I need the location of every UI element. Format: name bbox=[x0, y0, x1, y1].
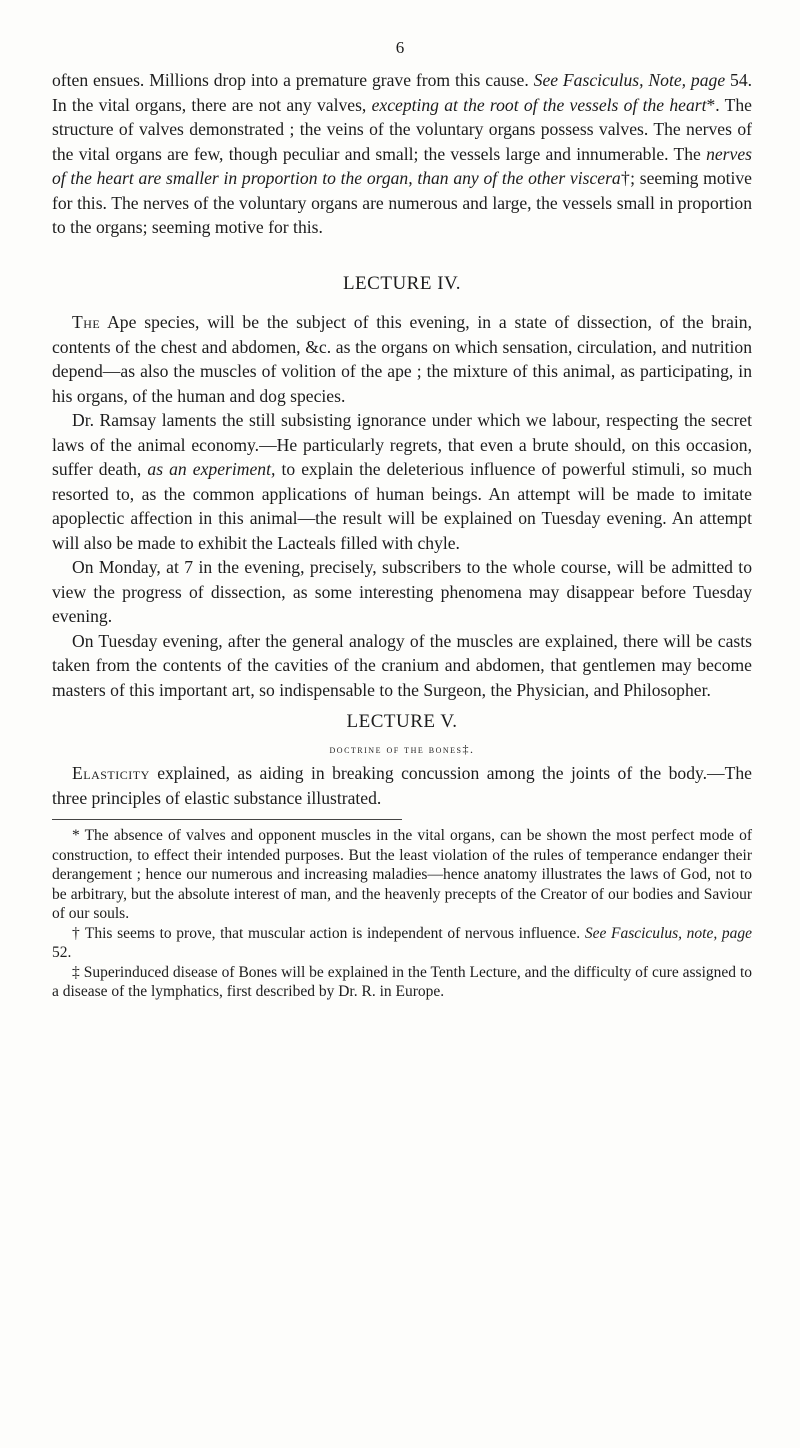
footnote-rule bbox=[52, 819, 402, 820]
text-run: †; seeming motive for this. The nerves of the voluntary organs are numerous and large, the vessels small in proportion to the organs; seeming motive for this. bbox=[52, 168, 752, 237]
text-run: 54. In the vital organs, there are not any valves, bbox=[52, 70, 753, 115]
italic-run: See Fasciculus, Note, page bbox=[533, 70, 726, 90]
text-run: to explain the deleterious influence of powerful stimuli, so much resorted to, as the common applications of human beings. An attempt will be made to imitate apoplectic affection in this animal—the result will be explained on Tuesday evening. An attempt will also be made to exhibit the Lacteals filled with chyle. bbox=[52, 459, 752, 553]
italic-run: excepting at the root of the vessels of the heart bbox=[371, 94, 707, 115]
footnote-dagger bbox=[52, 924, 752, 963]
page-number: 6 bbox=[395, 38, 405, 57]
italic-run: as an experiment, bbox=[147, 459, 276, 479]
footnote-star: * The absence of valves and opponent muscles in the vital organs, can be shown the most perfect mode of construction, to effect their intended purposes. But the least violation of the rules of temperance endanger their derangement ; hence our numerous and increasing maladies—hence anatomy illustrates the laws of God, not to be arbitrary, but the absolute interest of man, and the heavenly precepts of the Creator of our bodies and Saviour of our souls. bbox=[52, 827, 752, 922]
lecture-4-paragraph-3: On Monday, at 7 in the evening, precisely, subscribers to the whole course, will be admitted to view the progress of dissection, as some interesting phenomena may disappear before Tuesday evening. bbox=[52, 557, 752, 626]
lecture-4-paragraph-2 bbox=[52, 408, 752, 555]
italic-run: nerves of the heart are smaller in proportion to the organ, than any of the other viscera bbox=[52, 143, 752, 188]
lecture-4-heading: LECTURE IV. bbox=[342, 272, 462, 294]
lead-word: The bbox=[72, 312, 101, 332]
footnotes bbox=[52, 826, 752, 1002]
footnote-double-dagger: ‡ Superinduced disease of Bones will be explained in the Tenth Lecture, and the difficulty of cure assigned to a disease of the lymphatics, first described by Dr. R. in Europe. bbox=[52, 963, 752, 1000]
lecture-5-paragraph-1: Elasticity explained, as aiding in breaking concussion among the joints of the body.—The three principles of elastic substance illustrated. bbox=[52, 763, 752, 808]
text-run: *. The structure of valves demonstrated ; the veins of the voluntary organs possess valves. The nerves of the vital organs are few, though peculiar and small; the vessels large and innumerable. The bbox=[52, 94, 752, 164]
lecture-4-paragraph-4: On Tuesday evening, after the general analogy of the muscles are explained, there will be casts taken from the contents of the cavities of the cranium and abdomen, that gentlemen may become masters of this important art, so indispensable to the Surgeon, the Physician, and Philosopher. bbox=[52, 630, 752, 700]
body-text bbox=[52, 68, 752, 1002]
italic-run: See Fasciculus, note, page bbox=[584, 924, 752, 942]
text-run: Dr. Ramsay laments the still subsisting ignorance under which we labour, respecting the secret laws of the animal economy.—He particularly regrets, that even a brute should, on this occasion, suffer death, bbox=[52, 410, 752, 479]
lecture-5-heading: LECTURE V. bbox=[346, 711, 458, 732]
lecture-4-paragraph-1: The Ape species, will be the subject of this evening, in a state of dissection, of the brain, contents of the chest and abdomen, &c. as the organs on which sensation, circulation, and nutrition depend—as also the muscles of volition of the ape ; the mixture of this animal, as participating, in his organs, of the human and dog species. bbox=[52, 312, 752, 406]
text-run: 52. bbox=[52, 944, 72, 961]
text-run: † This seems to prove, that muscular action is independent of nervous influence. bbox=[72, 924, 585, 942]
opening-paragraph bbox=[52, 68, 752, 240]
text-run: often ensues. Millions drop into a premature grave from this cause. bbox=[52, 70, 534, 90]
lecture-5-subheading: doctrine of the bones‡. bbox=[329, 741, 475, 756]
lead-word: Elasticity bbox=[72, 763, 150, 783]
